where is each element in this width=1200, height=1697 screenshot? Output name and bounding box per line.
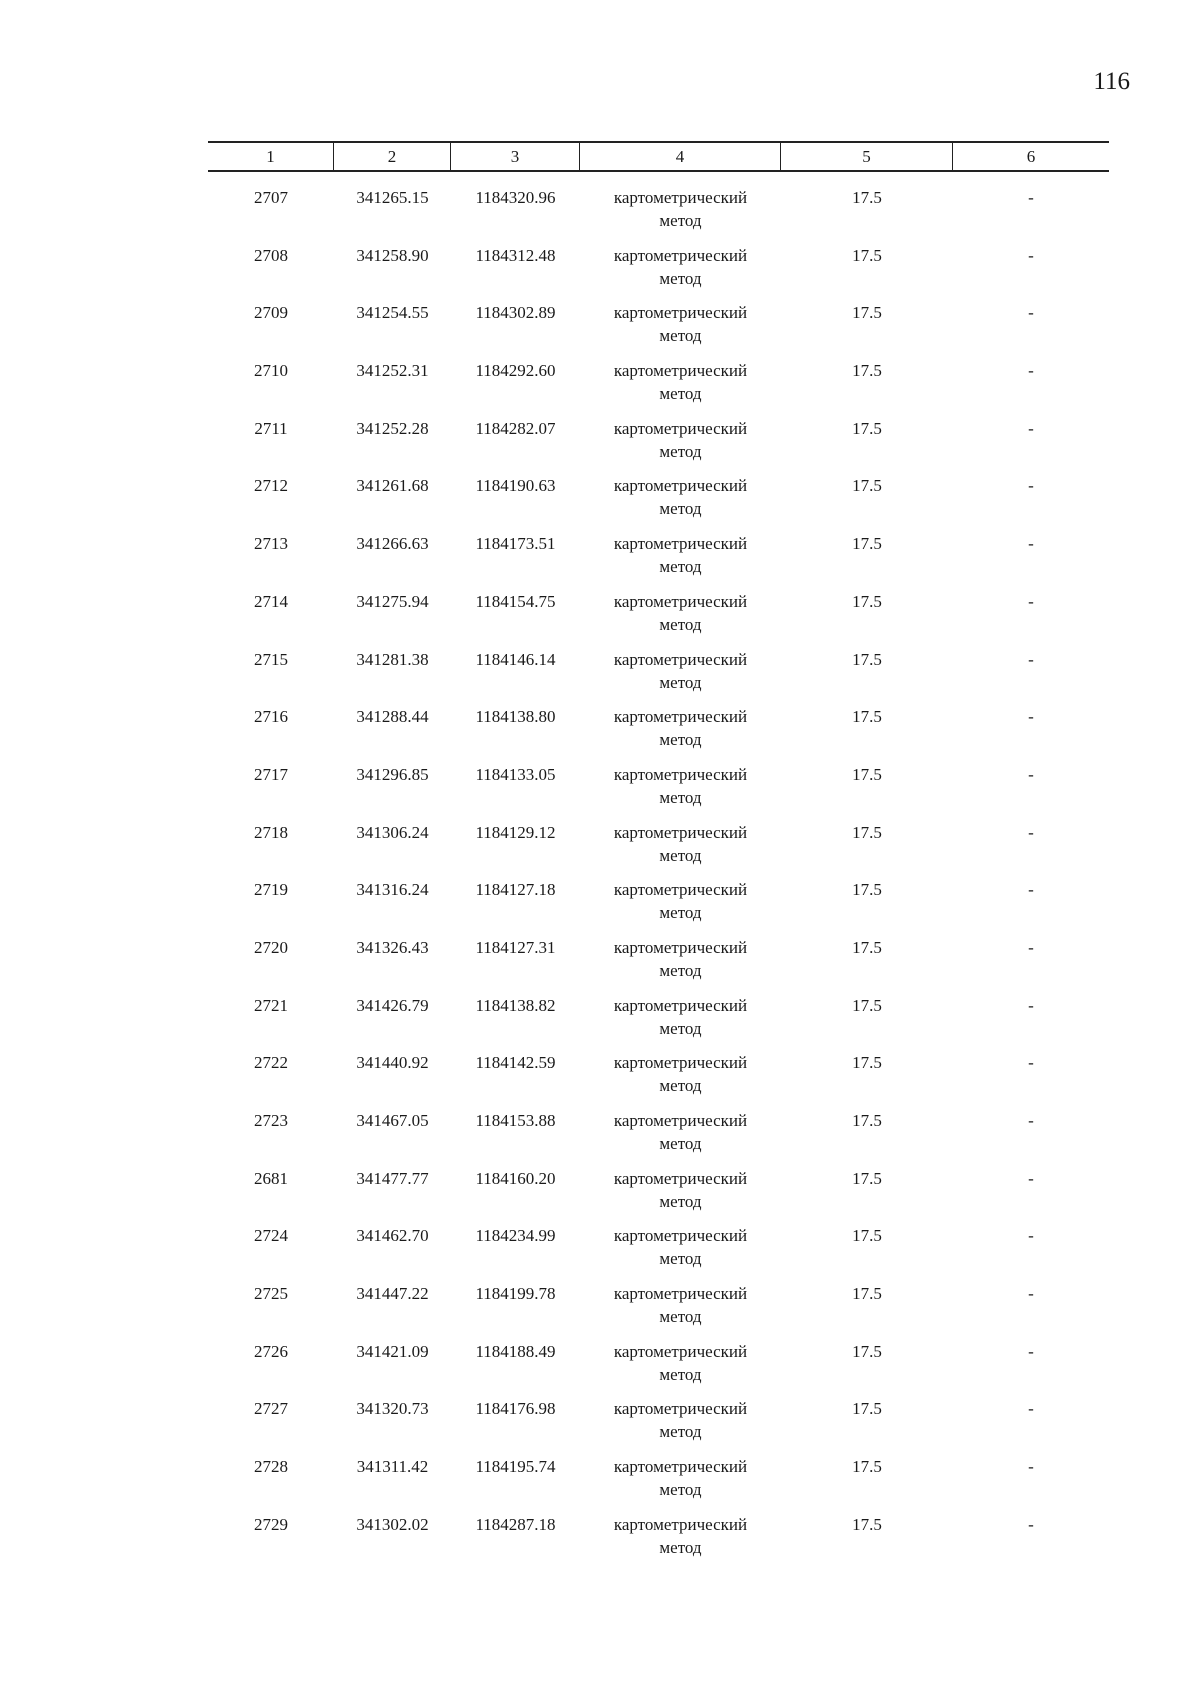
coordinate-y-cell: 1184154.75: [475, 591, 556, 611]
coordinate-y-cell: 1184133.05: [475, 764, 556, 784]
note-cell: -: [1028, 303, 1034, 323]
method-line-1: картометрический: [613, 1284, 748, 1304]
method-line-1: картометрический: [613, 822, 748, 842]
method-line-2: метод: [659, 384, 702, 404]
table-row: [208, 1397, 1109, 1455]
method-cell: [580, 705, 781, 763]
method-line-1: картометрический: [613, 418, 748, 438]
note-cell: -: [1028, 649, 1034, 669]
method-line-2: метод: [659, 1191, 702, 1211]
accuracy-cell: 17.5: [852, 995, 882, 1015]
coordinate-x-cell: 341281.38: [356, 649, 429, 669]
coordinate-x-cell: 341265.15: [356, 188, 429, 207]
point-number-cell: 2720: [254, 937, 288, 957]
accuracy-cell: 17.5: [852, 1226, 882, 1246]
accuracy-cell: 17.5: [852, 591, 882, 611]
note-cell: -: [1028, 707, 1034, 727]
method-line-2: метод: [659, 614, 702, 634]
method-cell: [580, 936, 781, 994]
accuracy-cell: 17.5: [852, 361, 882, 381]
point-number-cell: 2710: [254, 361, 288, 381]
note-cell: -: [1028, 1457, 1034, 1477]
page-number: 116: [1093, 68, 1130, 95]
coordinate-y-cell: 1184176.98: [475, 1399, 556, 1419]
table-row: [208, 244, 1109, 302]
column-header-4: 4: [580, 143, 781, 170]
point-number-cell: 2726: [254, 1341, 288, 1361]
coordinate-y-cell: 1184199.78: [475, 1284, 556, 1304]
accuracy-cell: 17.5: [852, 1284, 882, 1304]
point-number-cell: 2723: [254, 1111, 288, 1130]
method-line-1: картометрический: [613, 1226, 748, 1246]
coordinate-y-cell: 1184320.96: [475, 188, 556, 207]
method-line-2: метод: [659, 326, 702, 346]
method-line-1: картометрический: [613, 1457, 748, 1477]
point-number-cell: 2708: [254, 245, 288, 265]
note-cell: -: [1028, 1514, 1034, 1534]
point-number-cell: 2713: [254, 534, 288, 554]
note-cell: -: [1028, 1284, 1034, 1304]
method-cell: [580, 821, 781, 879]
accuracy-cell: 17.5: [852, 1111, 882, 1130]
coordinate-x-cell: 341252.31: [356, 361, 429, 381]
table-header-row: [208, 141, 1109, 172]
note-cell: -: [1028, 822, 1034, 842]
method-line-2: метод: [659, 787, 702, 807]
coordinate-x-cell: 341302.02: [356, 1514, 429, 1534]
coordinate-x-cell: 341254.55: [356, 303, 429, 323]
table-row: [208, 821, 1109, 879]
coordinate-x-cell: 341252.28: [356, 418, 429, 438]
note-cell: -: [1028, 1226, 1034, 1246]
accuracy-cell: 17.5: [852, 476, 882, 496]
method-cell: [580, 1167, 781, 1225]
method-cell: [580, 359, 781, 417]
method-line-2: метод: [659, 903, 702, 923]
point-number-cell: 2715: [254, 649, 288, 669]
point-number-cell: 2716: [254, 707, 288, 727]
column-header-2: 2: [334, 143, 451, 170]
coordinate-x-cell: 341275.94: [356, 591, 429, 611]
coordinate-x-cell: 341477.77: [356, 1168, 429, 1188]
table-row: [208, 186, 1109, 244]
method-cell: [580, 186, 781, 244]
table-row: [208, 474, 1109, 532]
point-number-cell: 2729: [254, 1514, 288, 1534]
table-row: [208, 301, 1109, 359]
note-cell: -: [1028, 591, 1034, 611]
coordinate-x-cell: 341266.63: [356, 534, 429, 554]
column-header-1: 1: [208, 143, 334, 170]
method-line-1: картометрический: [613, 1341, 748, 1361]
coordinates-table: [208, 141, 1109, 1571]
note-cell: -: [1028, 476, 1034, 496]
coordinate-x-cell: 341258.90: [356, 245, 429, 265]
table-row: [208, 359, 1109, 417]
point-number-cell: 2721: [254, 995, 288, 1015]
coordinate-y-cell: 1184173.51: [475, 534, 556, 554]
table-row: [208, 1340, 1109, 1398]
accuracy-cell: 17.5: [852, 303, 882, 323]
table-row: [208, 1051, 1109, 1109]
method-line-1: картометрический: [613, 937, 748, 957]
point-number-cell: 2712: [254, 476, 288, 496]
table-row: [208, 417, 1109, 475]
note-cell: -: [1028, 764, 1034, 784]
method-cell: [580, 1340, 781, 1398]
column-header-3: 3: [451, 143, 580, 170]
method-line-2: метод: [659, 1422, 702, 1442]
point-number-cell: 2714: [254, 591, 288, 611]
method-cell: [580, 474, 781, 532]
point-number-cell: 2711: [254, 418, 288, 438]
accuracy-cell: 17.5: [852, 822, 882, 842]
note-cell: -: [1028, 1341, 1034, 1361]
coordinate-x-cell: 341326.43: [356, 937, 429, 957]
coordinate-x-cell: 341462.70: [356, 1226, 429, 1246]
table-row: [208, 1282, 1109, 1340]
point-number-cell: 2722: [254, 1053, 288, 1073]
method-line-2: метод: [659, 1364, 702, 1384]
accuracy-cell: 17.5: [852, 1514, 882, 1534]
column-header-6: 6: [1026, 146, 1036, 166]
method-line-1: картометрический: [613, 880, 748, 900]
table-row: [208, 1167, 1109, 1225]
coordinate-x-cell: 341421.09: [356, 1341, 429, 1361]
coordinate-y-cell: 1184312.48: [475, 245, 556, 265]
note-cell: -: [1028, 937, 1034, 957]
coordinate-x-cell: 341426.79: [356, 995, 429, 1015]
coordinate-x-cell: 341440.92: [356, 1053, 429, 1073]
coordinate-y-cell: 1184160.20: [475, 1168, 556, 1188]
method-line-1: картометрический: [613, 1399, 748, 1419]
table-row: [208, 878, 1109, 936]
coordinate-y-cell: 1184195.74: [475, 1457, 556, 1477]
method-line-2: метод: [659, 845, 702, 865]
method-line-1: картометрический: [613, 303, 748, 323]
method-cell: [580, 590, 781, 648]
method-line-2: метод: [659, 960, 702, 980]
coordinate-y-cell: 1184190.63: [475, 476, 556, 496]
coordinate-y-cell: 1184282.07: [475, 418, 556, 438]
coordinate-x-cell: 341320.73: [356, 1399, 429, 1419]
accuracy-cell: 17.5: [852, 649, 882, 669]
note-cell: -: [1028, 361, 1034, 381]
accuracy-cell: 17.5: [852, 1399, 882, 1419]
coordinate-x-cell: 341447.22: [356, 1284, 429, 1304]
method-line-1: картометрический: [613, 245, 748, 265]
point-number-cell: 2707: [254, 188, 288, 207]
table-row: [208, 994, 1109, 1052]
accuracy-cell: 17.5: [852, 1053, 882, 1073]
method-line-2: метод: [659, 441, 702, 461]
coordinate-y-cell: 1184127.31: [475, 937, 556, 957]
note-cell: -: [1028, 880, 1034, 900]
coordinate-y-cell: 1184138.82: [475, 995, 556, 1015]
point-number-cell: 2724: [254, 1226, 288, 1246]
method-cell: [580, 1051, 781, 1109]
coordinate-y-cell: 1184138.80: [475, 707, 556, 727]
accuracy-cell: 17.5: [852, 534, 882, 554]
method-cell: [580, 417, 781, 475]
method-line-2: метод: [659, 672, 702, 692]
method-cell: [580, 1397, 781, 1455]
point-number-cell: 2718: [254, 822, 288, 842]
method-line-2: метод: [659, 1537, 702, 1557]
method-cell: [580, 994, 781, 1052]
coordinate-y-cell: 1184153.88: [475, 1111, 556, 1130]
method-cell: [580, 1455, 781, 1513]
coordinate-y-cell: 1184234.99: [475, 1226, 556, 1246]
accuracy-cell: 17.5: [852, 1457, 882, 1477]
method-line-2: метод: [659, 1480, 702, 1500]
method-line-1: картометрический: [613, 995, 748, 1015]
accuracy-cell: 17.5: [852, 245, 882, 265]
table-row: [208, 1109, 1109, 1167]
note-cell: -: [1028, 534, 1034, 554]
point-number-cell: 2709: [254, 303, 288, 323]
method-line-2: метод: [659, 211, 702, 230]
method-line-2: метод: [659, 1076, 702, 1096]
point-number-cell: 2725: [254, 1284, 288, 1304]
point-number-cell: 2717: [254, 764, 288, 784]
coordinate-x-cell: 341311.42: [356, 1457, 429, 1477]
method-cell: [580, 878, 781, 936]
method-line-2: метод: [659, 730, 702, 750]
point-number-cell: 2727: [254, 1399, 288, 1419]
table-row: [208, 936, 1109, 994]
method-line-1: картометрический: [613, 591, 748, 611]
point-number-cell: 2728: [254, 1457, 288, 1477]
accuracy-cell: 17.5: [852, 418, 882, 438]
table-row: [208, 1513, 1109, 1571]
method-line-2: метод: [659, 1249, 702, 1269]
method-line-2: метод: [659, 1018, 702, 1038]
table-row: [208, 1455, 1109, 1513]
coordinate-y-cell: 1184188.49: [475, 1341, 556, 1361]
coordinate-x-cell: 341288.44: [356, 707, 429, 727]
method-line-2: метод: [659, 1307, 702, 1327]
method-line-1: картометрический: [613, 476, 748, 496]
method-line-1: картометрический: [613, 361, 748, 381]
method-line-2: метод: [659, 1134, 702, 1153]
method-cell: [580, 1513, 781, 1571]
method-line-1: картометрический: [613, 1168, 748, 1188]
note-cell: -: [1028, 1399, 1034, 1419]
note-cell: -: [1028, 245, 1034, 265]
table-row: [208, 705, 1109, 763]
method-line-1: картометрический: [613, 649, 748, 669]
coordinate-y-cell: 1184146.14: [475, 649, 556, 669]
note-cell: -: [1028, 418, 1034, 438]
coordinate-y-cell: 1184129.12: [475, 822, 556, 842]
note-cell: -: [1028, 995, 1034, 1015]
coordinate-y-cell: 1184302.89: [475, 303, 556, 323]
method-line-1: картометрический: [613, 1053, 748, 1073]
coordinate-x-cell: 341306.24: [356, 822, 429, 842]
table-row: [208, 1224, 1109, 1282]
method-cell: [580, 648, 781, 706]
coordinate-x-cell: 341261.68: [356, 476, 429, 496]
coordinate-y-cell: 1184127.18: [475, 880, 556, 900]
note-cell: -: [1028, 1168, 1034, 1188]
method-cell: [580, 1109, 781, 1167]
method-line-1: картометрический: [613, 764, 748, 784]
method-line-1: картометрический: [613, 707, 748, 727]
accuracy-cell: 17.5: [852, 1341, 882, 1361]
point-number-cell: 2719: [254, 880, 288, 900]
coordinate-x-cell: 341467.05: [356, 1111, 429, 1130]
accuracy-cell: 17.5: [852, 1168, 882, 1188]
accuracy-cell: 17.5: [852, 707, 882, 727]
accuracy-cell: 17.5: [852, 188, 882, 207]
accuracy-cell: 17.5: [852, 937, 882, 957]
method-cell: [580, 1282, 781, 1340]
accuracy-cell: 17.5: [852, 764, 882, 784]
coordinate-x-cell: 341296.85: [356, 764, 429, 784]
method-cell: [580, 532, 781, 590]
note-cell: -: [1028, 188, 1034, 207]
note-cell: -: [1028, 1111, 1034, 1130]
coordinate-x-cell: 341316.24: [356, 880, 429, 900]
table-row: [208, 590, 1109, 648]
coordinate-y-cell: 1184142.59: [475, 1053, 556, 1073]
table-row: [208, 763, 1109, 821]
table-body: [208, 186, 1109, 1571]
method-line-1: картометрический: [613, 1111, 748, 1130]
method-line-2: метод: [659, 499, 702, 519]
table-row: [208, 648, 1109, 706]
method-line-2: метод: [659, 268, 702, 288]
column-header-5: 5: [781, 143, 953, 170]
method-line-1: картометрический: [613, 534, 748, 554]
method-line-1: картометрический: [613, 1514, 748, 1534]
method-cell: [580, 244, 781, 302]
method-cell: [580, 1224, 781, 1282]
note-cell: -: [1028, 1053, 1034, 1073]
table-row: [208, 532, 1109, 590]
method-cell: [580, 763, 781, 821]
method-cell: [580, 301, 781, 359]
method-line-2: метод: [659, 557, 702, 577]
point-number-cell: 2681: [254, 1168, 288, 1188]
accuracy-cell: 17.5: [852, 880, 882, 900]
coordinate-y-cell: 1184292.60: [475, 361, 556, 381]
method-line-1: картометрический: [613, 188, 748, 207]
coordinate-y-cell: 1184287.18: [475, 1514, 556, 1534]
